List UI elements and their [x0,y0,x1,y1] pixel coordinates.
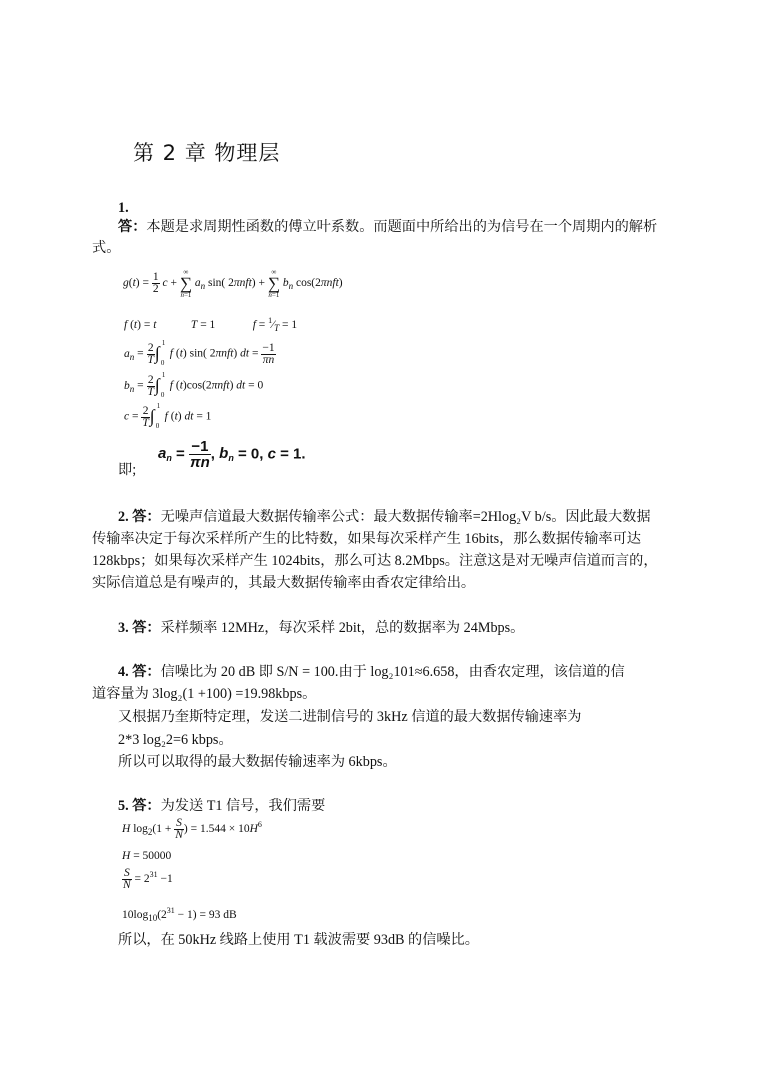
q4-label: 4. 答： [118,664,161,680]
q2-line-3: 128kbps；如果每次采样产生 1024bits，那么可达 8.2Mbps。注意这是对无噪声信道而言的， [92,553,658,569]
formula-h-value: H = 50000 [122,850,172,862]
q4-line-4: 2*3 log₂2=6 kbps。 [118,732,233,748]
q5-label: 5. 答： [118,798,161,814]
q4-line-5: 所以可以取得的最大数据传输速率为 6kbps。 [118,754,397,770]
q1-answer-line [118,216,657,238]
q4-line-1 [118,661,625,683]
formula-shannon: H $\log_2(1$ + $\frac{S}{N}$ ) = $1.544 \times 10H^6$ [122,817,262,841]
q4-line-2: 道容量为 3log₂(1 +100) =19.98kbps。 [92,686,317,702]
q1-answer-text: 本题是求周期性函数的傅立叶系数。而题面中所给出的为信号在一个周期内的解析 [146,219,658,235]
formula-b-n: $b_n$ = $\frac{2}{T}$ ∫ 1 0 f (t)cos(2πnft) dt = 0 [124,371,264,399]
q1-result-label: 即; [118,462,137,478]
q4-text-1: 信噪比为 20 dB 即 S/N = 100.由于 log₂101≈6.658，由香农定理，该信道的信 [160,664,625,680]
q1-answer-label: 答： [118,219,147,235]
q5-conclusion: 所以，在 50kHz 线路上使用 T1 载波需要 93dB 的信噪比。 [118,932,479,948]
q1-answer-text-cont: 式。 [92,240,121,256]
formula-result: $a_n$ = $\frac{-1}{\pi n}$ , $b_n = 0$, c = 1. [158,438,306,471]
formula-c: c = $\frac{2}{T}$ ∫ 1 0 f (t) dt = 1 [124,402,212,430]
q2-label: 2. 答： [118,509,161,525]
q3-line [118,617,524,639]
q4-line-3: 又根据乃奎斯特定理，发送二进制信号的 3kHz 信道的最大数据传输速率为 [118,709,582,725]
q5-line-1 [118,795,325,817]
q2-text-1: 无噪声信道最大数据传输率公式：最大数据传输率=2Hlog₂V b/s。因此最大数据 [160,509,651,525]
q1-number: 1. [118,200,129,216]
q3-label: 3. 答： [118,620,161,636]
q3-text: 采样频率 12MHz，每次采样 2bit，总的数据率为 24Mbps。 [160,620,525,636]
formula-db-value: $10\log_{10}(2^{31} - 1) = 93$ dB [122,906,237,923]
q2-line-4: 实际信道总是有噪声的，其最大数据传输率由香农定律给出。 [92,575,476,591]
q2-line-1 [118,506,651,528]
formula-sn-value: $\frac{S}{N}$ = $2^{31} -1$ [123,867,173,891]
page-title: 第 2 章 物理层 [133,141,281,165]
formula-a-n: $a_n$ = $\frac{2}{T}$ ∫ 1 0 f (t) sin( 2πnft) dt = $\frac{-1}{\pi n}$ [124,339,275,367]
formula-f-of-t: f (t) = t T = 1 $f = ^1⁄_T = 1$ [124,316,298,333]
q5-intro: 为发送 T1 信号，我们需要 [160,798,326,814]
formula-g-of-t: g(t) = $\frac{1}{2}$ c + ∞ ∑ n=1 $a_n$ sin( 2πnft) + ∞ ∑ n=1 $b_n$ cos(2πnft) [123,268,343,299]
q2-line-2: 传输率决定于每次采样所产生的比特数，如果每次采样产生 16bits，那么数据传输率可达 [92,531,641,547]
